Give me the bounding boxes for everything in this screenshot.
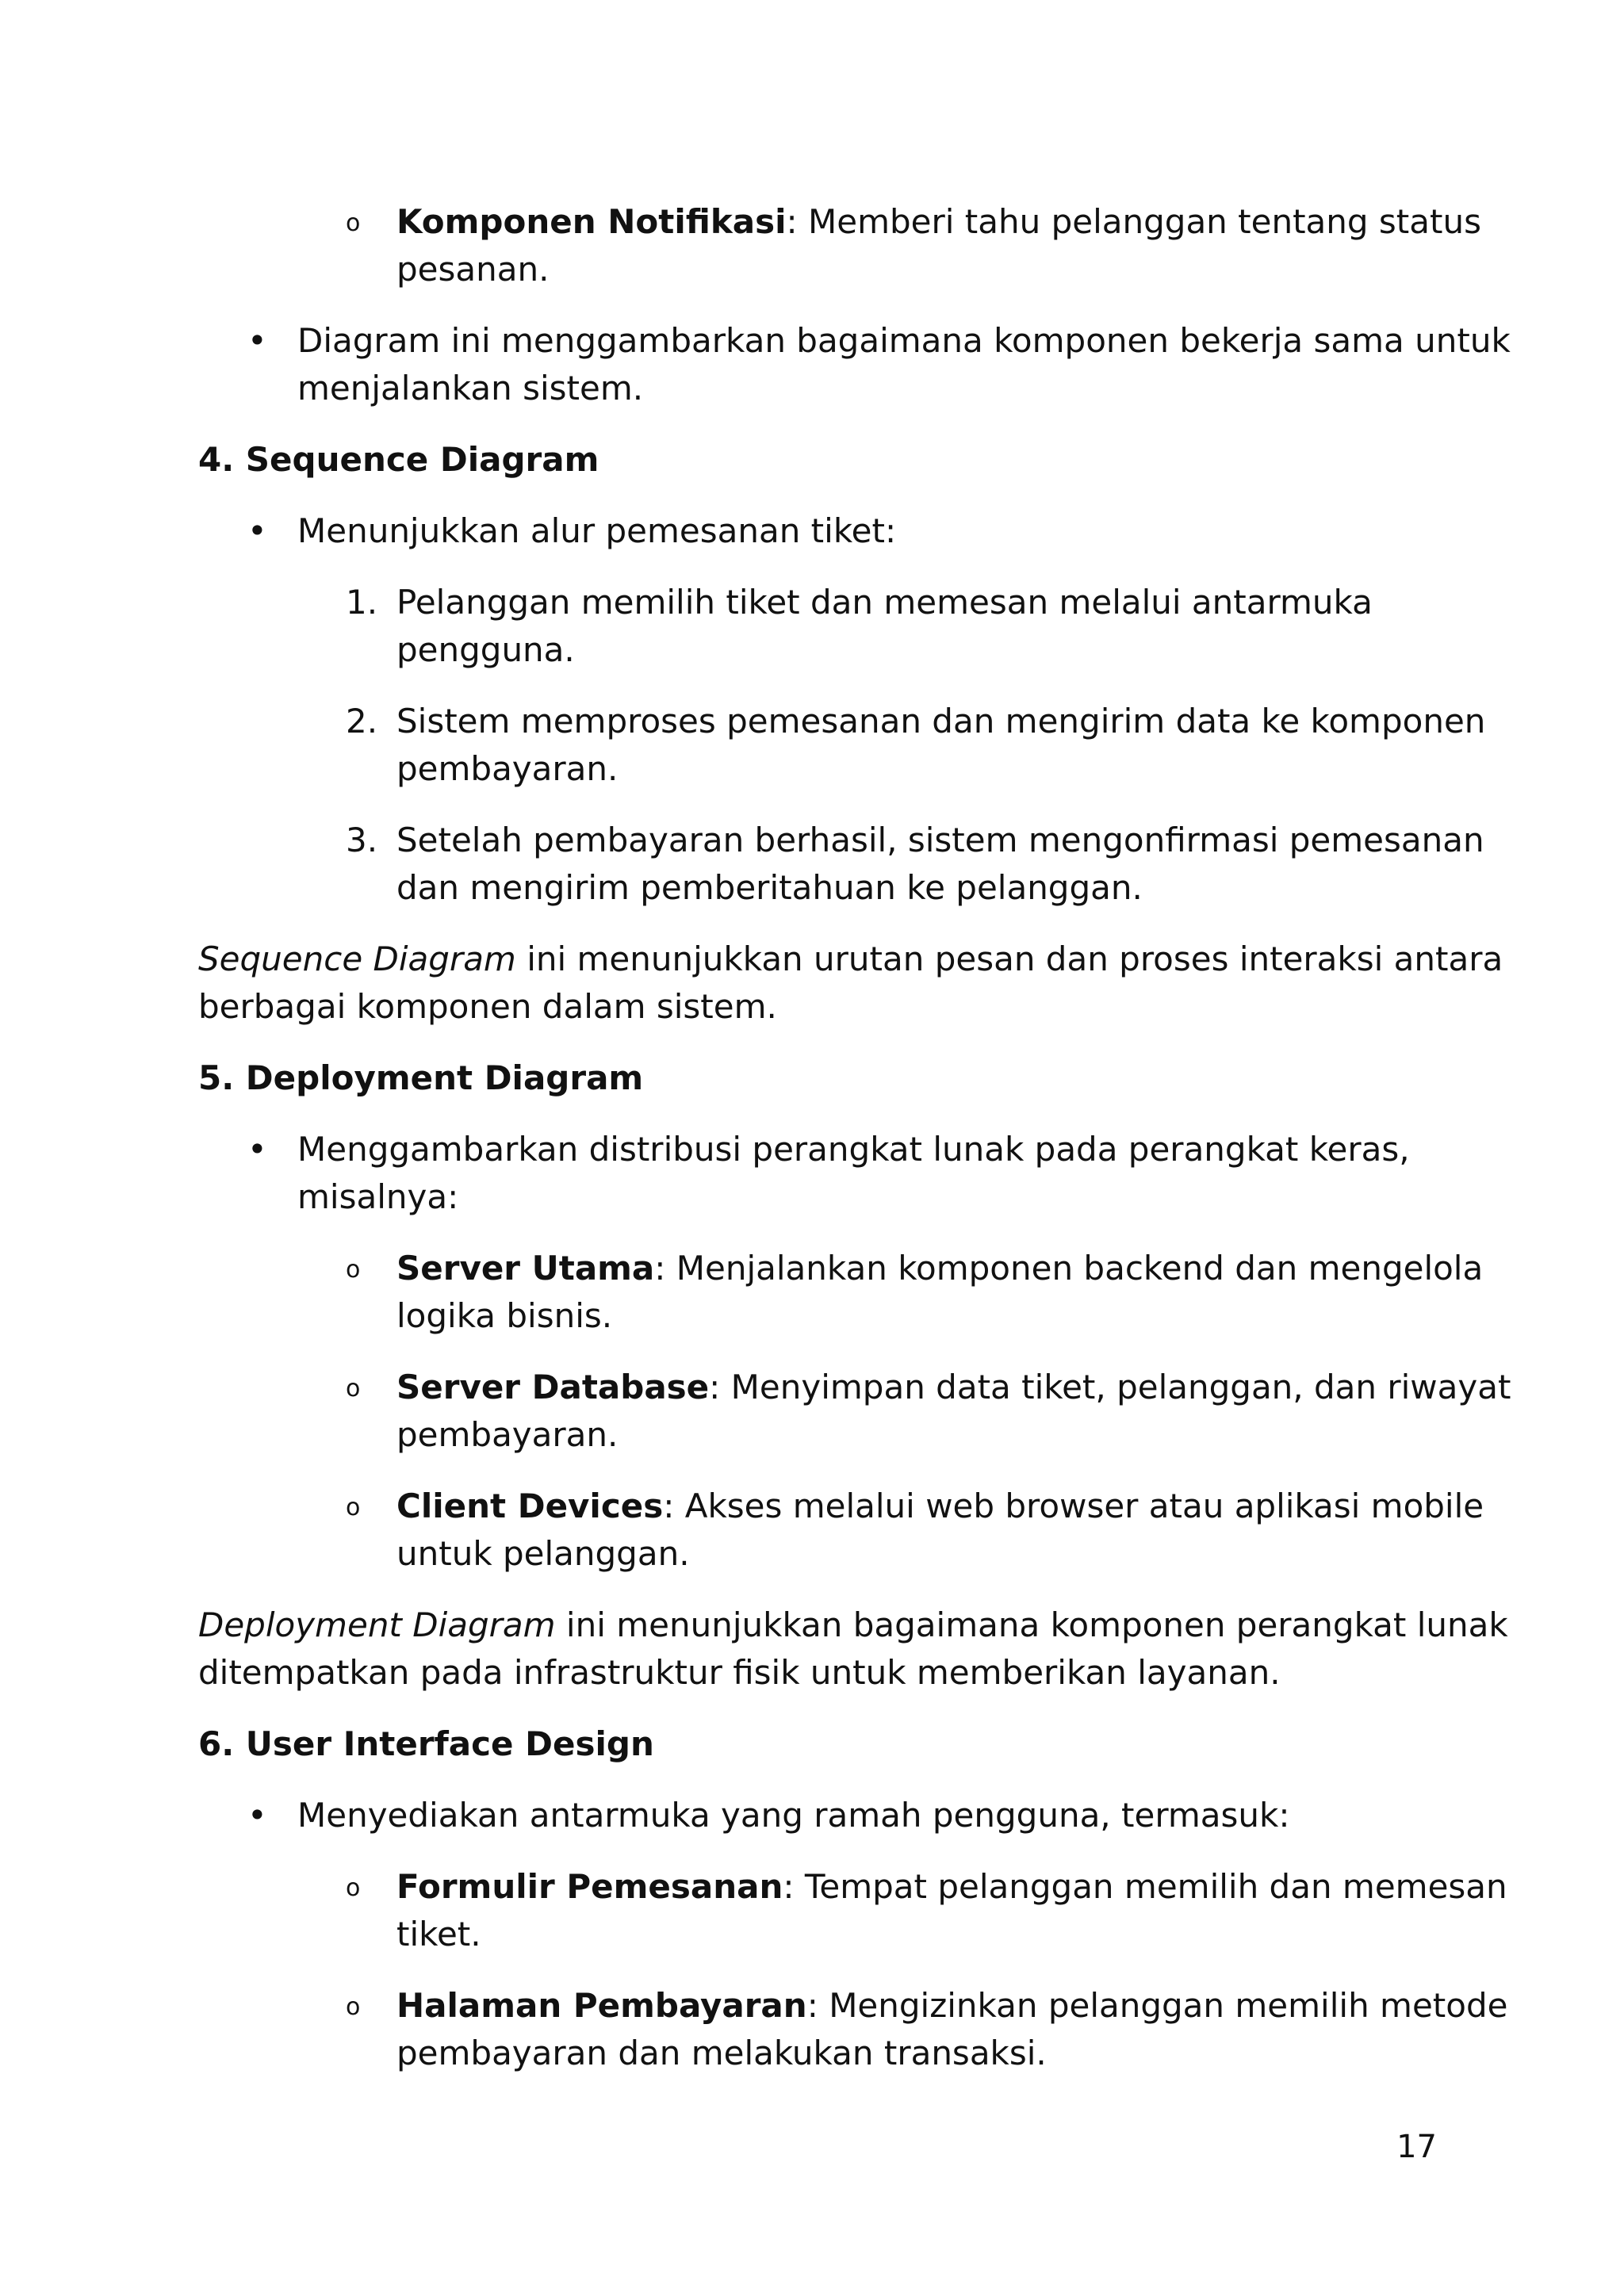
step-1-line1: Pelanggan memilih tiket dan memesan melalui antarmuka bbox=[396, 583, 1373, 622]
step-3-line2: dan mengirim pemberitahuan ke pelanggan. bbox=[396, 868, 1143, 907]
list-item-client-devices: Client Devices: Akses melalui web browser atau aplikasi mobile bbox=[396, 1487, 1484, 1525]
page-number: 17 bbox=[1396, 2129, 1437, 2165]
sub-bullet-marker: o bbox=[346, 209, 361, 237]
list-item-server-database-cont: pembayaran. bbox=[396, 1415, 619, 1454]
deployment-paragraph-line2: ditempatkan pada infrastruktur fisik untuk memberikan layanan. bbox=[198, 1653, 1281, 1692]
step-2-line2: pembayaran. bbox=[396, 749, 619, 788]
list-item-formulir-cont: tiket. bbox=[396, 1915, 481, 1954]
sub-bullet-marker: o bbox=[346, 1874, 361, 1902]
term-label: Halaman Pembayaran bbox=[396, 1986, 807, 2025]
section-heading-6: 6. User Interface Design bbox=[198, 1724, 654, 1763]
step-number: 1. bbox=[346, 583, 378, 622]
bullet-marker: • bbox=[247, 511, 267, 550]
term-label: Komponen Notifikasi bbox=[396, 202, 787, 241]
bullet-marker: • bbox=[247, 1796, 267, 1835]
sub-bullet-marker: o bbox=[346, 1375, 361, 1402]
bullet-ui: Menyediakan antarmuka yang ramah pengguna, termasuk: bbox=[297, 1796, 1290, 1835]
bullet-marker: • bbox=[247, 1130, 267, 1169]
list-item-server-database: Server Database: Menyimpan data tiket, pelanggan, dan riwayat bbox=[396, 1368, 1511, 1406]
step-number: 2. bbox=[346, 702, 378, 740]
bullet-diagram-line1: Diagram ini menggambarkan bagaimana komponen bekerja sama untuk bbox=[297, 321, 1511, 360]
bullet-marker: • bbox=[247, 321, 267, 360]
list-item-server-utama: Server Utama: Menjalankan komponen backend dan mengelola bbox=[396, 1249, 1484, 1288]
sequence-paragraph-line2: berbagai komponen dalam sistem. bbox=[198, 987, 777, 1026]
term-label: Server Utama bbox=[396, 1249, 655, 1288]
section-heading-4: 4. Sequence Diagram bbox=[198, 440, 599, 479]
list-item-client-devices-cont: untuk pelanggan. bbox=[396, 1534, 690, 1573]
list-item-halaman: Halaman Pembayaran: Mengizinkan pelanggan memilih metode bbox=[396, 1986, 1508, 2025]
bullet-sequence: Menunjukkan alur pemesanan tiket: bbox=[297, 511, 897, 550]
term-label: Formulir Pemesanan bbox=[396, 1867, 783, 1906]
sub-bullet-marker: o bbox=[346, 1256, 361, 1284]
section-heading-5: 5. Deployment Diagram bbox=[198, 1058, 644, 1097]
bullet-deployment-line1: Menggambarkan distribusi perangkat lunak pada perangkat keras, bbox=[297, 1130, 1410, 1169]
step-3-line1: Setelah pembayaran berhasil, sistem mengonfirmasi pemesanan bbox=[396, 821, 1484, 859]
term-label: Server Database bbox=[396, 1368, 710, 1406]
sub-bullet-marker: o bbox=[346, 1993, 361, 2021]
deployment-paragraph-line1: Deployment Diagram ini menunjukkan bagaimana komponen perangkat lunak bbox=[198, 1605, 1508, 1644]
step-number: 3. bbox=[346, 821, 378, 859]
step-1-line2: pengguna. bbox=[396, 630, 575, 669]
bullet-diagram-line2: menjalankan sistem. bbox=[297, 369, 644, 408]
list-item-halaman-cont: pembayaran dan melakukan transaksi. bbox=[396, 2034, 1047, 2072]
list-item-notifikasi: Komponen Notifikasi: Memberi tahu pelanggan tentang status bbox=[396, 202, 1481, 241]
sub-bullet-marker: o bbox=[346, 1494, 361, 1521]
sequence-paragraph-line1: Sequence Diagram ini menunjukkan urutan pesan dan proses interaksi antara bbox=[198, 939, 1503, 978]
list-item-server-utama-cont: logika bisnis. bbox=[396, 1296, 613, 1335]
bullet-deployment-line2: misalnya: bbox=[297, 1177, 459, 1216]
list-item-notifikasi-cont: pesanan. bbox=[396, 250, 550, 289]
list-item-formulir: Formulir Pemesanan: Tempat pelanggan memilih dan memesan bbox=[396, 1867, 1507, 1906]
step-2-line1: Sistem memproses pemesanan dan mengirim data ke komponen bbox=[396, 702, 1486, 740]
term-label: Client Devices bbox=[396, 1487, 664, 1525]
